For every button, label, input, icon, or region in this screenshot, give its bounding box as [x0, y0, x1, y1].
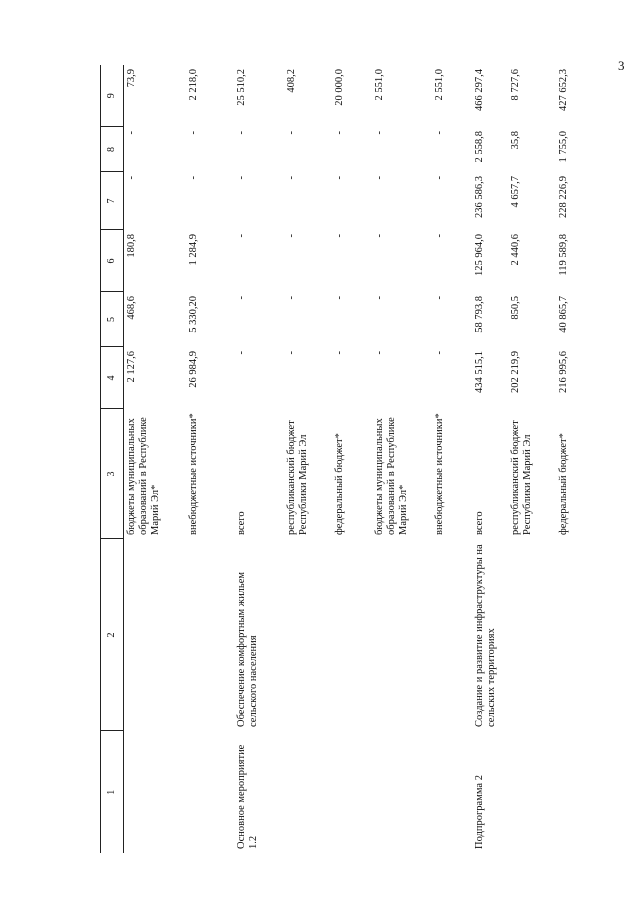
- amount-cell: 20 000,0: [333, 69, 345, 106]
- funding-source-cell: федеральный бюджет*: [557, 433, 569, 535]
- table-row: [372, 65, 432, 853]
- activity-cell: [124, 539, 186, 731]
- amount-cell: 2 440,6: [509, 234, 521, 266]
- table-sheet: [100, 65, 625, 853]
- amount-cell: -: [126, 176, 137, 180]
- amount-cell: -: [373, 234, 385, 238]
- amount-cell: 180,8: [126, 234, 137, 258]
- amount-cell: -: [285, 351, 297, 355]
- amount-cell: -: [373, 296, 385, 300]
- amount-cell: 1 284,9: [187, 234, 199, 266]
- program-cell: [508, 731, 556, 853]
- amount-cell: -: [187, 131, 199, 135]
- table-row: [432, 65, 472, 853]
- activity-cell: Обеспечение комфортным жильем сельского населения: [235, 571, 259, 727]
- amount-cell: -: [235, 131, 247, 135]
- amount-cell: -: [235, 296, 247, 300]
- amount-cell: 26 984,9: [187, 351, 199, 388]
- amount-cell: -: [126, 131, 137, 135]
- amount-cell: 5 330,20: [187, 296, 199, 333]
- amount-cell: 427 652,3: [557, 69, 569, 111]
- program-cell: [332, 731, 372, 853]
- table-row: [472, 65, 508, 853]
- page-number: 3: [618, 58, 625, 73]
- amount-cell: 73,9: [126, 69, 137, 88]
- amount-cell: 4 657,7: [509, 176, 521, 208]
- table-row: [556, 65, 586, 853]
- amount-cell: -: [433, 296, 445, 300]
- amount-cell: 434 515,1: [473, 351, 485, 393]
- activity-cell: [284, 539, 332, 731]
- amount-cell: 202 219,9: [509, 351, 521, 393]
- amount-cell: 468,6: [126, 296, 137, 320]
- amount-cell: 25 510,2: [235, 69, 247, 106]
- amount-cell: -: [235, 176, 247, 180]
- amount-cell: -: [285, 176, 297, 180]
- program-cell: Основное мероприятие 1.2: [235, 744, 259, 849]
- amount-cell: 35,8: [509, 131, 521, 150]
- amount-cell: -: [333, 296, 345, 300]
- amount-cell: 119 589,8: [557, 234, 569, 276]
- table-row: [186, 65, 234, 853]
- header-cell: 5: [101, 292, 124, 347]
- amount-cell: 408,2: [285, 69, 297, 93]
- amount-cell: 216 995,6: [557, 351, 569, 393]
- amount-cell: 1 755,0: [557, 131, 569, 163]
- program-cell: [284, 731, 332, 853]
- program-cell: [124, 731, 186, 853]
- amount-cell: -: [187, 176, 199, 180]
- activity-cell: [556, 539, 586, 731]
- amount-cell: -: [333, 351, 345, 355]
- amount-cell: -: [433, 234, 445, 238]
- amount-cell: -: [433, 176, 445, 180]
- header-cell: 1: [101, 731, 124, 853]
- header-cell: 2: [101, 539, 124, 731]
- amount-cell: 466 297,4: [473, 69, 485, 111]
- funding-source-cell: республиканский бюджет Республики Марий Эл: [285, 420, 309, 535]
- amount-cell: -: [285, 131, 297, 135]
- activity-cell: Создание и развитие инфраструктуры на сельских территориях: [473, 544, 497, 727]
- amount-cell: -: [235, 351, 247, 355]
- amount-cell: 2 551,0: [433, 69, 445, 101]
- funding-source-cell: бюджеты муниципальных образований в Республике Марий Эл*: [373, 417, 409, 535]
- activity-cell: [372, 539, 432, 731]
- amount-cell: 58 793,8: [473, 296, 485, 333]
- funding-source-cell: всего: [473, 511, 485, 535]
- amount-cell: -: [235, 234, 247, 238]
- header-cell: 3: [101, 409, 124, 539]
- activity-cell: [432, 539, 472, 731]
- amount-cell: 2 558,8: [473, 131, 485, 163]
- amount-cell: 2 551,0: [373, 69, 385, 101]
- program-cell: [432, 731, 472, 853]
- funding-source-cell: всего: [235, 511, 247, 535]
- activity-cell: [508, 539, 556, 731]
- program-cell: [372, 731, 432, 853]
- program-cell: [556, 731, 586, 853]
- table-row: [284, 65, 332, 853]
- amount-cell: -: [285, 234, 297, 238]
- amount-cell: 850,5: [509, 296, 521, 320]
- amount-cell: 2 218,0: [187, 69, 199, 101]
- funding-source-cell: бюджеты муниципальных образований в Республике Марий Эл*: [126, 417, 162, 535]
- amount-cell: 8 727,6: [509, 69, 521, 101]
- header-cell: 4: [101, 347, 124, 409]
- table-row: [234, 65, 284, 853]
- amount-cell: -: [333, 234, 345, 238]
- amount-cell: 236 586,3: [473, 176, 485, 218]
- funding-source-cell: федеральный бюджет*: [333, 433, 345, 535]
- header-cell: 6: [101, 230, 124, 292]
- funding-source-cell: внебюджетные источники*: [433, 413, 445, 535]
- activity-cell: [332, 539, 372, 731]
- budget-table: [100, 65, 586, 853]
- amount-cell: 40 865,7: [557, 296, 569, 333]
- table-row: [508, 65, 556, 853]
- amount-cell: 2 127,6: [126, 351, 137, 383]
- header-row: [101, 65, 124, 853]
- amount-cell: 125 964,0: [473, 234, 485, 276]
- rotated-table-area: [100, 65, 625, 853]
- amount-cell: -: [433, 131, 445, 135]
- header-cell: 7: [101, 172, 124, 230]
- amount-cell: -: [433, 351, 445, 355]
- amount-cell: -: [333, 176, 345, 180]
- table-row: [332, 65, 372, 853]
- amount-cell: -: [333, 131, 345, 135]
- amount-cell: -: [373, 176, 385, 180]
- program-cell: Подпрограмма 2: [473, 775, 485, 849]
- funding-source-cell: внебюджетные источники*: [187, 413, 199, 535]
- activity-cell: [186, 539, 234, 731]
- amount-cell: 228 226,9: [557, 176, 569, 218]
- amount-cell: -: [285, 296, 297, 300]
- program-cell: [186, 731, 234, 853]
- amount-cell: -: [373, 131, 385, 135]
- header-cell: 8: [101, 127, 124, 172]
- amount-cell: -: [373, 351, 385, 355]
- header-cell: 9: [101, 65, 124, 127]
- table-row: [124, 65, 186, 853]
- funding-source-cell: республиканский бюджет Республики Марий Эл: [509, 420, 533, 535]
